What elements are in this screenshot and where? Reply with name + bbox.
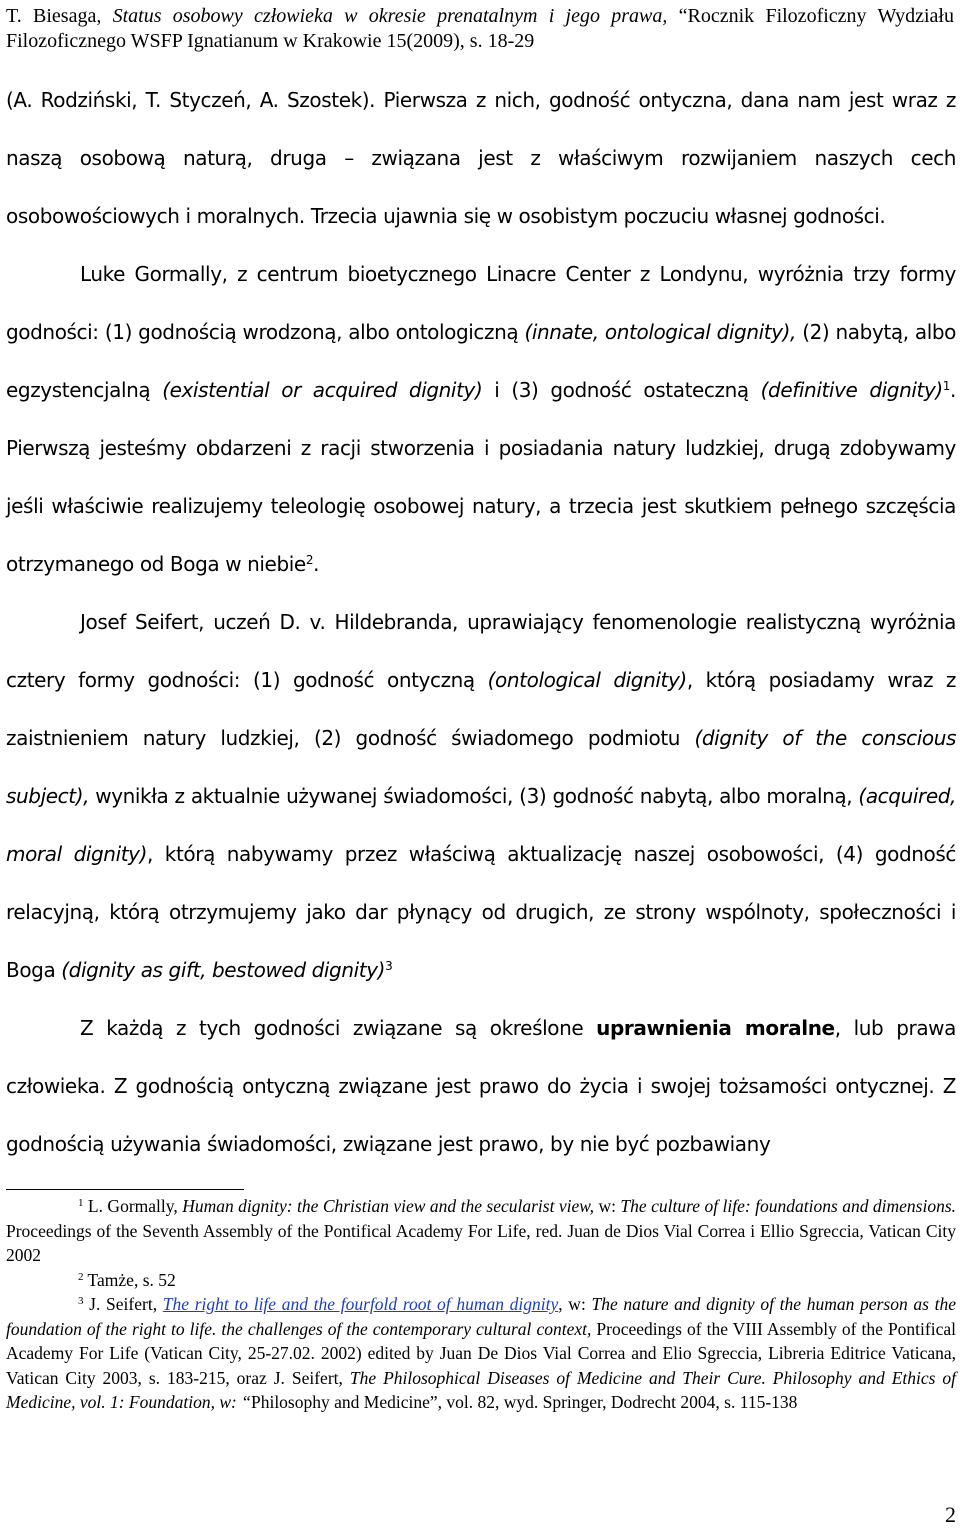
header-author: T. Biesaga, (6, 5, 113, 27)
footnote-2 (6, 1268, 956, 1293)
p3-italic-a: (ontological dignity) (487, 668, 687, 692)
body-text (6, 71, 956, 1173)
fn3-italic-b: The nature and dignity of the human person as the foundation of the right to life. the challenges of the contemporary cultural context, (6, 1294, 956, 1339)
footnote-ref-3[interactable]: 3 (385, 959, 393, 973)
fn1-italic-b: The culture of life: foundations and dimensions. (620, 1196, 957, 1216)
header-source: “Rocznik Filozoficzny Wydziału Filozoficznego WSFP Ignatianum w Krakowie 15(2009), s. 18-29 (6, 5, 954, 52)
p2-text-b: (2) nabytą, albo egzystencjalną (6, 320, 956, 402)
fn3-text-a: J. Seifert, (83, 1294, 163, 1314)
header-title: Status osobowy człowieka w okresie prenatalnym i jego prawa, (112, 5, 668, 27)
p3-text-a: Josef Seifert, uczeń D. v. Hildebranda, uprawiający fenomenologie realistyczną wyróżnia cztery formy godności: (1) godność ontyczną (6, 610, 956, 692)
fn3-link[interactable]: The right to life and the fourfold root of human dignity (162, 1294, 559, 1314)
fn2-text: Tamże, s. 52 (83, 1269, 176, 1290)
footnote-3-number: 3 (78, 1295, 84, 1307)
p3-text-c: wynikła z aktualnie używanej świadomości, (3) godność nabytą, albo moralną, (89, 784, 859, 808)
p3-italic-b: (dignity of the conscious subject), (6, 726, 956, 808)
footnote-2-number: 2 (78, 1270, 84, 1283)
fn1-text-b: w: (594, 1196, 621, 1216)
p2-text-c: i (3) godność ostateczną (482, 378, 761, 402)
p2-text-a: Luke Gormally, z centrum bioetycznego Linacre Center z Londynu, wyróżnia trzy formy godności: (1) godnością wrodzoną, albo ontologiczną (6, 262, 956, 344)
p4-text-a: Z każdą z tych godności związane są określone (80, 1016, 597, 1040)
p2-italic-b: (existential or acquired dignity) (162, 378, 483, 402)
fn3-text-d: Philosophy and Medicine”, vol. 82, wyd. Springer, Dodrecht 2004, s. 115-138 (250, 1392, 798, 1412)
fn3-italic-c: The Philosophical Diseases of Medicine and Their Cure. Philosophy and Ethics of Medicine, vol. 1: Foundation, w: “ (6, 1367, 957, 1412)
footnotes (6, 1194, 956, 1415)
fn1-text-a: L. Gormally, (83, 1196, 183, 1216)
fn3-text-b: , w: (558, 1294, 592, 1314)
running-header (6, 4, 954, 54)
footnote-3 (6, 1292, 956, 1415)
footnote-ref-2[interactable]: 2 (305, 553, 314, 567)
paragraph-2 (6, 245, 956, 593)
footnote-1-number: 1 (78, 1197, 84, 1209)
paragraph-3 (6, 593, 956, 999)
fn1-text-c: Proceedings of the Seventh Assembly of the Pontifical Academy For Life, red. Juan de Dios Vial Correa i Ellio Sgreccia, Vatican City 2002 (6, 1220, 956, 1265)
paragraph-1: (A. Rodziński, T. Styczeń, A. Szostek). Pierwsza z nich, godność ontyczna, dana nam jest wraz z naszą osobową naturą, druga – związana jest z właściwym rozwijaniem naszych cech osobowościowych i moralnych. Trzecia ujawnia się w osobistym poczuciu własnej godności. (6, 88, 956, 228)
p2-text-d: . Pierwszą jesteśmy obdarzeni z racji stworzenia i posiadania natury ludzkiej, drugą zdobywamy jeśli właściwie realizujemy teleologię osobowej natury, a trzecia jest skutkiem pełnego szczęścia otrzymanego od Boga w niebie (6, 378, 957, 576)
p2-italic-a: (innate, ontological dignity), (524, 320, 796, 344)
p3-text-b: , którą posiadamy wraz z zaistnieniem natury ludzkiej, (2) godność świadomego podmiotu (6, 668, 957, 750)
p2-italic-c: (definitive dignity) (760, 378, 943, 402)
fn3-text-c: Proceedings of the VIII Assembly of the Pontifical Academy For Life (Vatican City, 25-27.02. 2002) edited by Juan De Dios Vial Correa and Elio Sgreccia, Libreria Editrice Vaticana, Vatican City 2003, s. 183-215, oraz J. Seifert, (6, 1318, 956, 1388)
p4-text-b: , lub prawa człowieka. Z godnością ontyczną związane jest prawo do życia i swojej tożsamości ontycznej. Z godnością używania świadomości, związane jest prawo, by nie być pozbawiany (6, 1016, 956, 1156)
fn1-italic-a: Human dignity: the Christian view and the secularist view, (182, 1196, 595, 1216)
p3-italic-d: (dignity as gift, bestowed dignity) (61, 958, 386, 982)
footnote-1 (6, 1194, 956, 1268)
p3-text-d: , którą nabywamy przez właściwą aktualizację naszej osobowości, (4) godność relacyjną, którą otrzymujemy jako dar płynący od drugich, ze strony wspólnoty, społeczności i Boga (6, 842, 956, 982)
paragraph-4 (6, 999, 956, 1173)
footnote-separator (6, 1189, 244, 1190)
footnote-ref-1[interactable]: 1 (942, 379, 951, 393)
page-number: 2 (945, 1502, 956, 1527)
p4-bold: uprawnienia moralne (596, 1016, 835, 1040)
p3-italic-c: (acquired, moral dignity) (6, 784, 956, 866)
p2-text-e: . (313, 552, 320, 576)
